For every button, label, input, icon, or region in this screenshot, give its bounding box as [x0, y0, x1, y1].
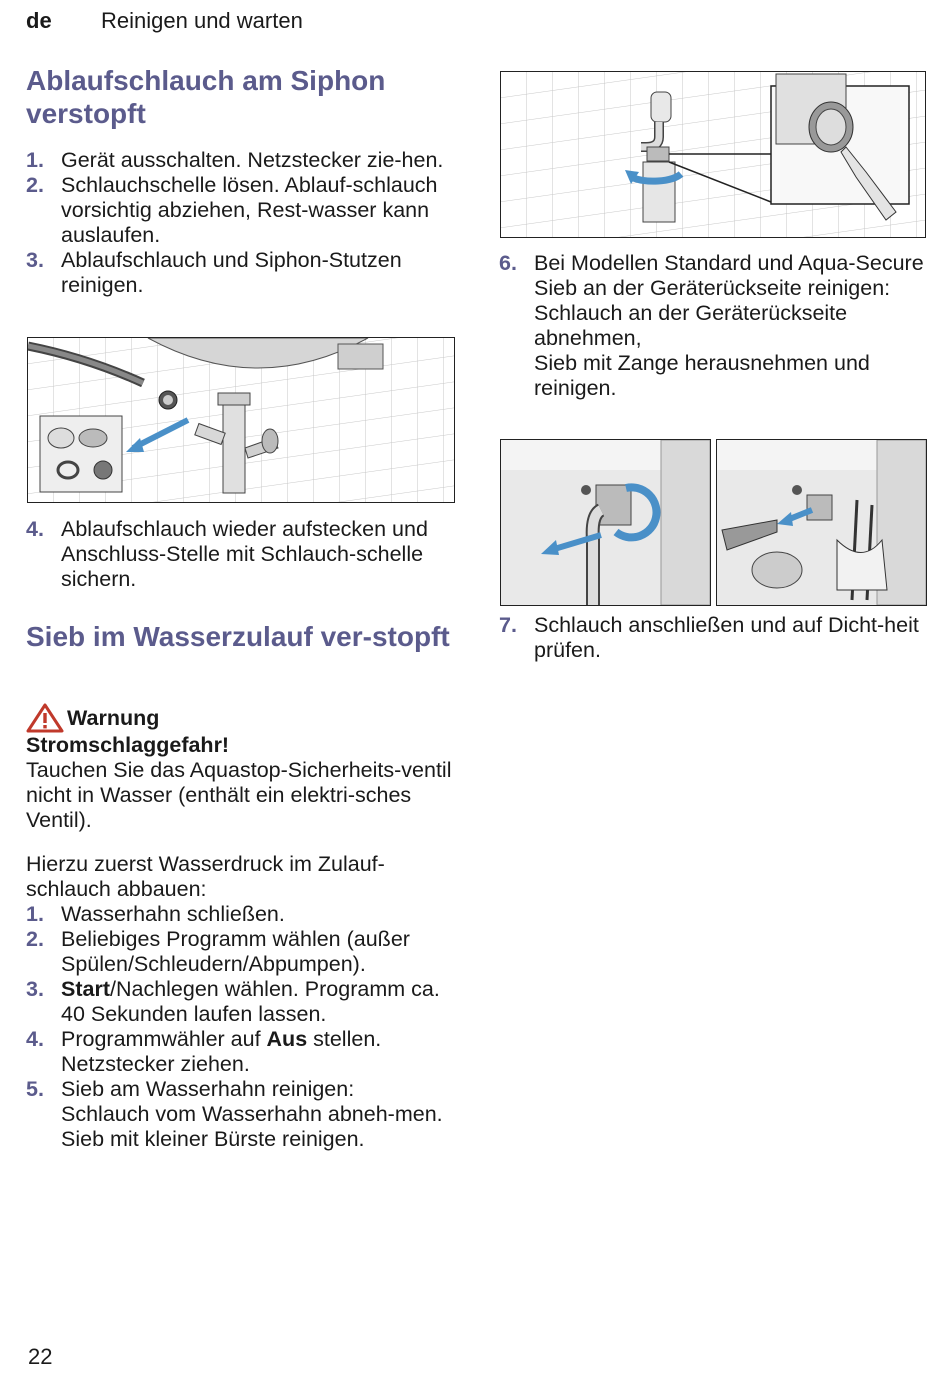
- backside-steps-list: [499, 251, 929, 401]
- list-item: 7. Schlauch anschließen und auf Dicht-heit prüfen.: [499, 613, 919, 662]
- section-title-inlet: Sieb im Wasserzulauf ver-stopft: [26, 621, 450, 652]
- warning-heading: Stromschlaggefahr!: [26, 733, 230, 757]
- inlet-steps-list: [26, 902, 456, 1152]
- section-inlet-filter: [26, 620, 466, 653]
- list-item: 2. Beliebiges Programm wählen (außer Spülen/Schleudern/Abpumpen).: [26, 927, 410, 976]
- list-item: 4. Programmwähler auf Aus stellen. Netzstecker ziehen.: [26, 1027, 382, 1076]
- warning-text: Tauchen Sie das Aquastop-Sicherheits-ventil nicht in Wasser (enthält ein elektri-sches Ventil).: [26, 758, 452, 832]
- drain-steps-list-cont: [26, 517, 456, 592]
- siphon-illustration: [27, 337, 455, 503]
- page-number: 22: [28, 1344, 53, 1369]
- warning-triangle-icon: [26, 703, 64, 733]
- filter-pliers-illustration: [716, 439, 927, 606]
- list-item: 1. Wasserhahn schließen.: [26, 902, 285, 926]
- reconnect-steps-list: [499, 613, 929, 663]
- section-drain-hose: [26, 64, 466, 130]
- faucet-drawing: [501, 72, 925, 237]
- faucet-filter-illustration: [500, 71, 926, 238]
- hose-removal-drawing: [501, 440, 710, 605]
- list-item: 3. Ablaufschlauch und Siphon-Stutzen reinigen.: [26, 248, 402, 297]
- inlet-intro: [26, 852, 456, 902]
- hose-removal-illustration: [500, 439, 711, 606]
- siphon-drawing: [28, 338, 454, 502]
- intro-text: Hierzu zuerst Wasserdruck im Zulauf-schlauch abbauen:: [26, 852, 385, 901]
- list-item: 6. Bei Modellen Standard und Aqua-Secure Sieb an der Geräterückseite reinigen: Schlauch an der Geräterückseite abnehmen, Sieb mit Zange herausnehmen und reinigen.: [499, 251, 924, 400]
- list-item: 3. Start/Nachlegen wählen. Programm ca. 40 Sekunden laufen lassen.: [26, 977, 440, 1026]
- list-item: 1. Gerät ausschalten. Netzstecker zie-hen.: [26, 148, 444, 172]
- list-item: 2. Schlauchschelle lösen. Ablauf-schlauch vorsichtig abziehen, Rest-wasser kann auslaufen.: [26, 173, 438, 247]
- drain-steps-list: [26, 148, 456, 298]
- warning-label: Warnung: [26, 703, 466, 733]
- list-item: 5. Sieb am Wasserhahn reinigen: Schlauch vom Wasserhahn abneh-men. Sieb mit kleiner Bürste reinigen.: [26, 1077, 443, 1151]
- warning-block: [26, 703, 466, 833]
- filter-pliers-drawing: [717, 440, 926, 605]
- header-title: Reinigen und warten: [101, 8, 303, 33]
- list-item: 4. Ablaufschlauch wieder aufstecken und Anschluss-Stelle mit Schlauch-schelle sichern.: [26, 517, 428, 591]
- section-title-drain: Ablaufschlauch am Siphon verstopft: [26, 65, 386, 129]
- header-language: de: [26, 8, 52, 33]
